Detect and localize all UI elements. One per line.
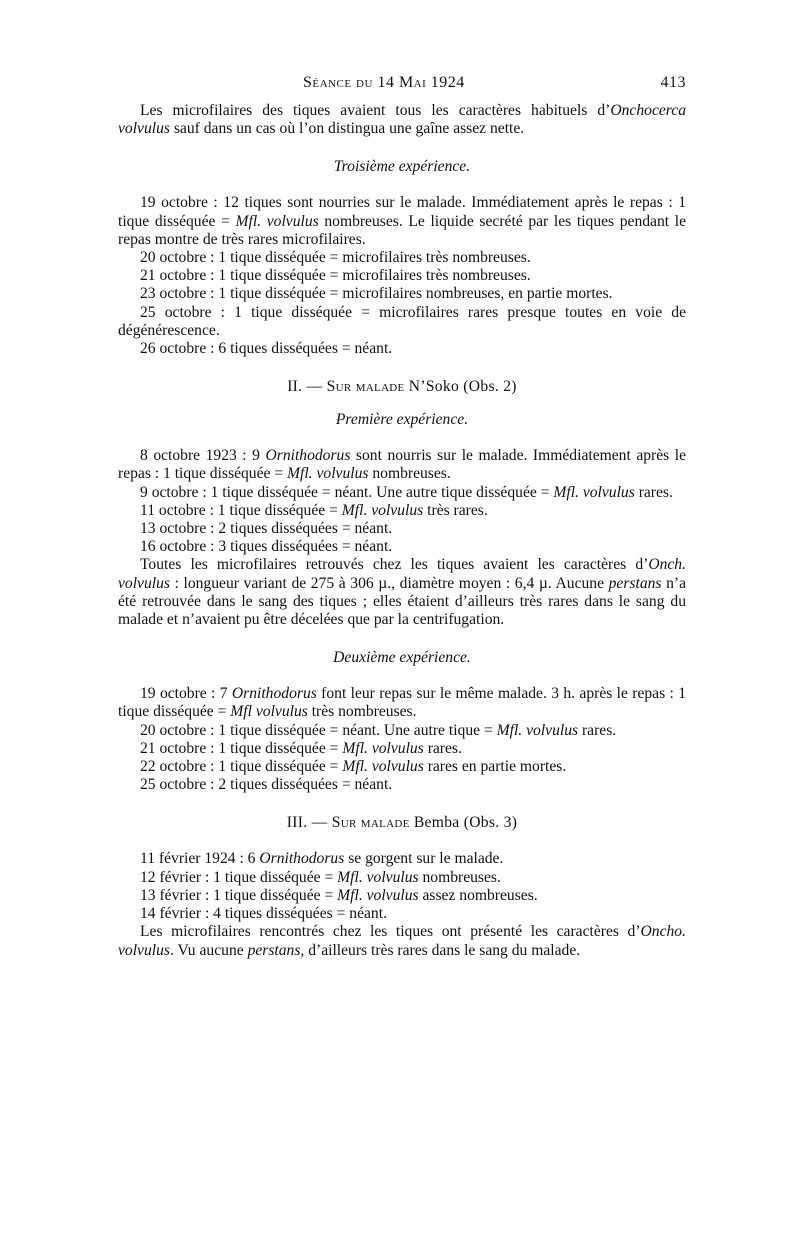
entry: 23 octobre : 1 tique disséquée = microfilaires nombreuses, en partie mortes. [140,285,613,303]
text: 11 février 1924 : 6 [140,850,260,868]
entry: 26 octobre : 6 tiques disséquées = néant. [140,340,393,358]
entry: 16 octobre : 3 tiques disséquées = néant. [140,538,393,556]
paragraph [118,556,686,629]
text: rares. [578,721,617,739]
text: très nombreuses. [307,703,417,721]
entry [118,447,686,483]
text: nombreuses. Le liquide secrété par les tiques pendant le repas montre de très rares microfilaires. [118,212,687,248]
entry: 13 octobre : 2 tiques disséquées = néant. [140,520,393,538]
entry [118,869,686,887]
text: 20 octobre : 1 tique disséquée = néant. Une autre tique = [140,721,497,739]
text: assez nombreuses. [418,886,538,904]
text: nombreuses. [418,868,501,886]
page-content [118,74,686,960]
text: 21 octobre : 1 tique disséquée = [140,739,343,757]
entry [118,502,686,520]
species-name: Ornithodorus [265,447,351,465]
section-heading: Deuxième expérience. [333,649,471,667]
page-number: 413 [660,74,686,91]
species-name: Mfl. volvulus [342,739,424,757]
entry: 20 octobre : 1 tique disséquée = microfilaires très nombreuses. [140,249,531,267]
text: Les microfilaires des tiques avaient tous les caractères habituels d’ [140,102,611,119]
text: 11 octobre : 1 tique disséquée = [140,501,342,519]
entry [118,722,686,740]
text: 22 octobre : 1 tique disséquée = [140,758,343,776]
text: Sur malade [331,814,410,832]
text: Toutes les microfilaires retrouvés chez les tiques avaient les caractères d’ [140,556,649,574]
species-name: Oncho. volvulus [118,923,686,959]
text: rares. [423,739,462,757]
paragraph [118,923,686,959]
text: nombreuses. [368,465,451,483]
intro-paragraph [118,102,686,138]
section-title [118,378,686,396]
species-name: Onch. volvulus [118,556,686,592]
text: II. — [287,378,327,396]
text: . Vu aucune [169,941,248,959]
entry [118,685,686,721]
text: Bemba (Obs. 3) [409,814,518,832]
text: III. — [286,814,332,832]
species-name: Mfl. volvulus [496,721,579,739]
entry: 25 octobre : 2 tiques disséquées = néant. [140,776,393,794]
species-name: Mfl. volvulus [342,758,424,776]
entry [118,194,686,249]
section-title [118,814,686,832]
text: : longueur variant de 275 à 306 µ., diamètre moyen : 6,4 µ. Aucune [169,574,609,592]
entry [118,850,686,868]
text: 19 octobre : 7 [140,685,232,703]
text: rares. [634,483,673,501]
entry [118,484,686,502]
entry: 21 octobre : 1 tique disséquée = microfilaires très nombreuses. [140,267,531,285]
species-name: Ornithodorus [231,685,317,703]
text: très rares. [423,501,488,519]
species-name: Mfl. volvulus [553,483,635,501]
entry [118,887,686,905]
text: N’Soko (Obs. 2) [404,378,517,396]
species-name: Mfl. volvulus [337,868,419,886]
text: Sur malade [326,378,405,396]
text: 8 octobre 1923 : 9 [140,447,266,465]
text: sauf dans un cas où l’on distingua une gaîne assez nette. [169,120,525,138]
section-heading: Troisième expérience. [333,158,471,176]
section-heading: Première expérience. [335,411,469,429]
header-title: Séance du 14 Mai 1924 [303,74,465,91]
species-name: perstans [247,941,301,959]
species-name: Ornithodorus [259,850,345,868]
species-name: Mfl. volvulus [341,501,424,519]
text: 19 octobre : 12 tiques sont nourries sur le malade. Immédiatement après le repas : 1 tique disséquée = [118,194,686,230]
entry: 25 octobre : 1 tique disséquée = microfilaires rares presque toutes en voie de dégénérescence. [118,303,686,339]
text: 13 février : 1 tique disséquée = [140,886,338,904]
text: rares en partie mortes. [423,758,567,776]
running-header [118,74,686,102]
text: 9 octobre : 1 tique disséquée = néant. Une autre tique disséquée = [140,483,554,501]
species-name: Mfl. volvulus [235,212,319,230]
text: Les microfilaires rencontrés chez les tiques ont présenté les caractères d’ [140,923,641,941]
species-name: Mfl. volvulus [287,465,369,483]
text: sont nourris sur le malade. Immédiatement après le repas : 1 tique disséquée = [118,447,686,483]
species-name: Mfl. volvulus [337,886,419,904]
species-name: Mfl volvulus [230,703,308,721]
species-name: perstans [608,574,662,592]
entry [118,740,686,758]
entry: 14 février : 4 tiques disséquées = néant. [140,905,387,923]
text: se gorgent sur le malade. [344,850,504,868]
species-name: Onchocerca volvulus [118,102,686,138]
text: font leur repas sur le même malade. 3 h. après le repas : 1 tique disséquée = [118,685,686,721]
text: n’a été retrouvée dans le sang des tiques ; elles étaient d’ailleurs très rares dans le sang du malade et n’avaient pu être décelées que par la centrifugation. [118,574,686,629]
text: 12 février : 1 tique disséquée = [140,868,338,886]
text: , d’ailleurs très rares dans le sang du malade. [300,941,581,959]
entry [118,758,686,776]
